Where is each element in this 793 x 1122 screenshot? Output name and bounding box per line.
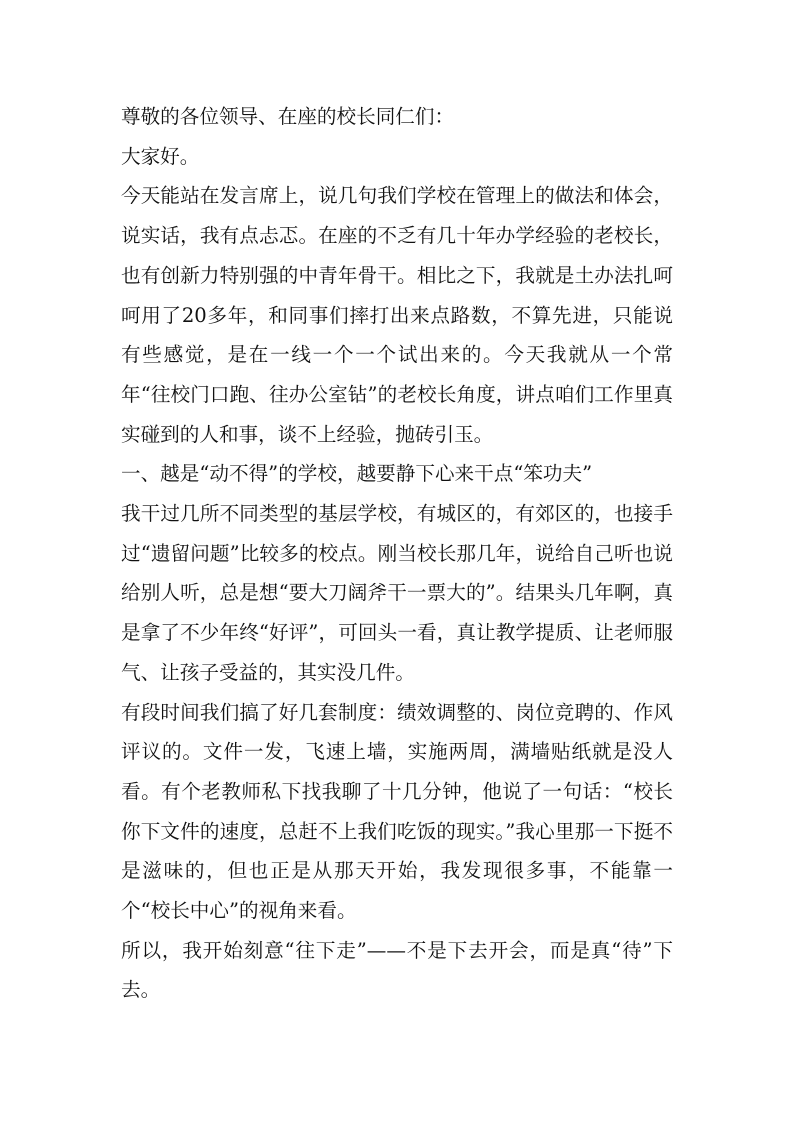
section-heading-1: 一、越是“动不得”的学校，越要静下心来干点“笨功夫” (121, 462, 593, 486)
paragraph: 所以，我开始刻意“往下走”——不是下去开会，而是真“待”下去。 (121, 938, 673, 1002)
paragraph: 我干过几所不同类型的基层学校，有城区的，有郊区的，也接手过“遗留问题”比较多的校点。刚当校长那几年，说给自己听也说给别人听，总是想“要大刀阔斧干一票大的”。结果头几年啊，真是拿了不少年终“好评”，可回头一看，真让教学提质、让老师服气、让孩子受益的，其实没几件。 (121, 502, 673, 684)
salutation: 尊敬的各位领导、在座的校长同仁们： (121, 105, 455, 128)
paragraph: 有段时间我们搞了好几套制度：绩效调整的、岗位竞聘的、作风评议的。文件一发，飞速上墙，实施两周，满墙贴纸就是没人看。有个老教师私下找我聊了十几分钟，他说了一句话：“校长你下文件的速度，总赶不上我们吃饭的现实。”我心里那一下挺不是滋味的，但也正是从那天开始，我发现很多事，不能靠一个“校长中心”的视角来看。 (121, 700, 673, 923)
greeting: 大家好。 (121, 144, 200, 168)
document-body (121, 97, 673, 1010)
paragraph-intro: 今天能站在发言席上，说几句我们学校在管理上的做法和体会，说实话，我有点忐忑。在座的不乏有几十年办学经验的老校长，也有创新力特别强的中青年骨干。相比之下，我就是土办法扎呵呵用了20多年，和同事们摔打出来点路数，不算先进，只能说有些感觉，是在一线一个一个试出来的。今天我就从一个常年“往校门口跑、往办公室钻”的老校长角度，讲点咱们工作里真实碰到的人和事，谈不上经验，抛砖引玉。 (121, 184, 673, 446)
